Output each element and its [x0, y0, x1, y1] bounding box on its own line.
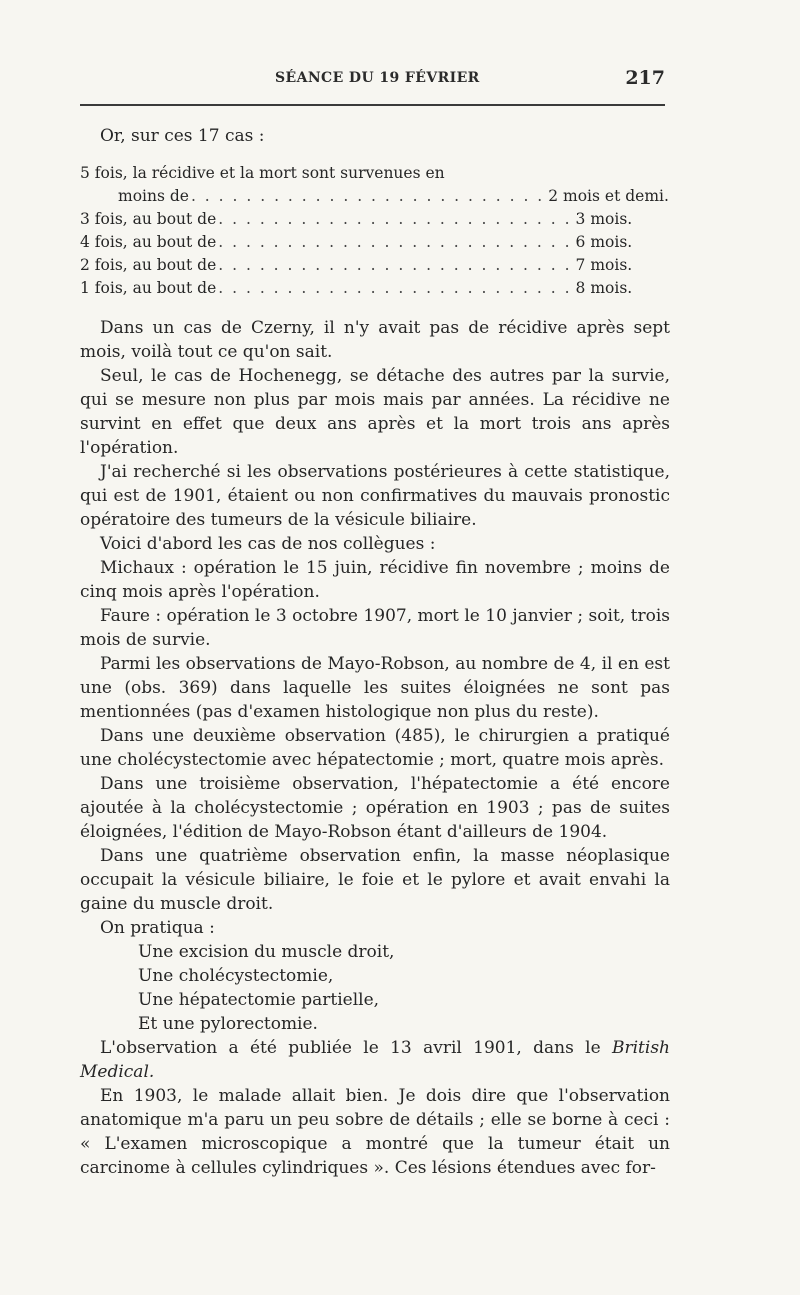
list-item: Et une pylorectomie. — [138, 1014, 318, 1034]
paragraph: En 1903, le malade allait bien. Je dois dire que l'observation anatomique m'a paru un peu sobre de détails ; elle se borne à ceci : « L'examen microscopique a montré que la tumeur était un carcinome à cellules cylindriques ». Ces lésions étendues avec for- — [80, 1086, 670, 1178]
stat-row — [80, 208, 650, 231]
header-rule — [80, 104, 665, 106]
paragraph: On pratiqua : — [100, 918, 215, 938]
header-title: SÉANCE DU 19 FÉVRIER — [275, 70, 480, 86]
stat-value: 2 mois et demi. — [548, 187, 669, 205]
stat-label: 3 fois, au bout de — [80, 210, 217, 228]
stat-row — [80, 231, 650, 254]
stat-label: 1 fois, au bout de — [80, 279, 217, 297]
stat-lead: 5 fois, la récidive et la mort sont survenues en — [80, 164, 445, 182]
statistics-table — [80, 162, 670, 300]
journal-title: British Medical. — [80, 1038, 670, 1082]
intro-line: Or, sur ces 17 cas : — [100, 126, 265, 146]
paragraph-text: L'observation a été publiée le 13 avril 1901, dans le — [100, 1038, 612, 1058]
body-text — [80, 118, 670, 1180]
paragraph: Dans un cas de Czerny, il n'y avait pas de récidive après sept mois, voilà tout ce qu'on sait. — [80, 318, 670, 362]
page-number: 217 — [625, 67, 665, 89]
stat-row — [80, 277, 650, 300]
stat-leader-dots: . . . . . . . . . . . . . . . . . . . . . . . . . . — [218, 279, 572, 297]
stat-value: 3 mois. — [575, 210, 633, 228]
stat-row — [80, 185, 669, 208]
paragraph: Faure : opération le 3 octobre 1907, mort le 10 janvier ; soit, trois mois de survie. — [80, 606, 670, 650]
list-item: Une hépatectomie partielle, — [138, 990, 380, 1010]
paragraph — [80, 1036, 670, 1084]
paragraph: Seul, le cas de Hochenegg, se détache des autres par la survie, qui se mesure non plus par mois mais par années. La récidive ne survint en effet que deux ans après et la mort trois ans après l'opération. — [80, 366, 670, 458]
stat-row — [80, 254, 650, 277]
paragraph: Michaux : opération le 15 juin, récidive fin novembre ; moins de cinq mois après l'opération. — [80, 558, 670, 602]
paragraph: J'ai recherché si les observations postérieures à cette statistique, qui est de 1901, étaient ou non confirmatives du mauvais pronostic opératoire des tumeurs de la vésicule biliaire. — [80, 462, 670, 530]
stat-value: 6 mois. — [575, 233, 633, 251]
list-item: Une cholécystectomie, — [138, 966, 334, 986]
paragraph: Parmi les observations de Mayo-Robson, au nombre de 4, il en est une (obs. 369) dans laquelle les suites éloignées ne sont pas mentionnées (pas d'examen histologique non plus du reste). — [80, 654, 670, 722]
stat-leader-dots: . . . . . . . . . . . . . . . . . . . . . . . . . . — [190, 187, 545, 205]
stat-value: 8 mois. — [575, 279, 633, 297]
paragraph: Dans une troisième observation, l'hépatectomie a été encore ajoutée à la cholécystectomie ; opération en 1903 ; pas de suites éloignées, l'édition de Mayo-Robson étant d'ailleurs de 1904. — [80, 774, 670, 842]
stat-label: moins de — [118, 187, 189, 205]
stat-leader-dots: . . . . . . . . . . . . . . . . . . . . . . . . . . — [218, 256, 572, 274]
paragraph: Voici d'abord les cas de nos collègues : — [100, 534, 436, 554]
stat-label: 4 fois, au bout de — [80, 233, 217, 251]
procedure-list — [80, 940, 670, 1036]
stat-leader-dots: . . . . . . . . . . . . . . . . . . . . . . . . . . — [218, 210, 572, 228]
paragraph: Dans une deuxième observation (485), le chirurgien a pratiqué une cholécystectomie avec hépatectomie ; mort, quatre mois après. — [80, 726, 670, 770]
stat-label: 2 fois, au bout de — [80, 256, 217, 274]
paragraph: Dans une quatrième observation enfin, la masse néoplasique occupait la vésicule biliaire, le foie et le pylore et avait envahi la gaine du muscle droit. — [80, 846, 670, 914]
stat-value: 7 mois. — [575, 256, 633, 274]
stat-leader-dots: . . . . . . . . . . . . . . . . . . . . . . . . . . — [218, 233, 572, 251]
running-header — [80, 67, 665, 98]
list-item: Une excision du muscle droit, — [138, 942, 395, 962]
